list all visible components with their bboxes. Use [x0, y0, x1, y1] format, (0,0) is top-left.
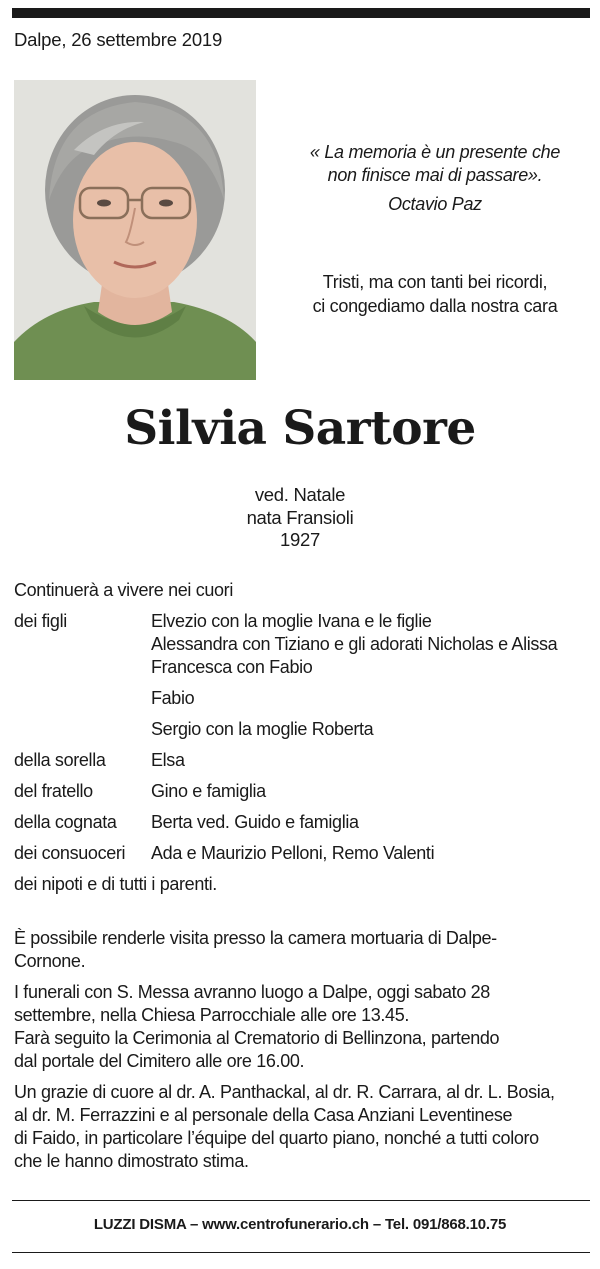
mourners-list: [14, 579, 594, 896]
quote-line: « La memoria è un presente che: [309, 142, 561, 162]
funeral-notice: [14, 927, 589, 1181]
notice-line: Farà seguito la Cerimonia al Crematorio di Bellinzona, partendo: [14, 1028, 500, 1048]
mourner-row: [14, 749, 594, 772]
notice-line: Cornone.: [14, 951, 86, 971]
footer-bottom-rule: [12, 1252, 590, 1253]
obituary-date: Dalpe, 26 settembre 2019: [14, 29, 223, 50]
mourner-name: Gino e famiglia: [151, 781, 266, 801]
notice-line: I funerali con S. Messa avranno luogo a Dalpe, oggi sabato 28: [14, 982, 490, 1002]
mourners-lead: Continuerà a vivere nei cuori: [14, 580, 233, 600]
funeral-home-footer: LUZZI DISMA – www.centrofunerario.ch – Tel. 091/868.10.75: [93, 1216, 507, 1233]
epigraph-quote: [270, 141, 600, 216]
mourner-row: [14, 842, 594, 865]
notice-line: al dr. M. Ferrazzini e al personale della Casa Anziani Leventinese: [14, 1105, 513, 1125]
relation-label: dei figli: [14, 611, 67, 631]
widow-of: ved. Natale: [254, 484, 346, 505]
relation-names: [151, 842, 594, 865]
quote-author: Octavio Paz: [388, 194, 482, 214]
mourner-name: Fabio: [151, 688, 195, 708]
relation-names: [151, 780, 594, 803]
notice-line: dal portale del Cimitero alle ore 16.00.: [14, 1051, 305, 1071]
relation-label: della sorella: [14, 750, 106, 770]
mourner-name: Alessandra con Tiziano e gli adorati Nicholas e Alissa: [151, 634, 558, 654]
funeral-paragraph: [14, 981, 589, 1073]
top-rule: [12, 8, 590, 18]
mourner-row: [14, 780, 594, 803]
intro-line: ci congediamo dalla nostra cara: [312, 296, 558, 316]
mourner-name: Sergio con la moglie Roberta: [151, 719, 374, 739]
notice-line: settembre, nella Chiesa Parrocchiale alle ore 13.45.: [14, 1005, 410, 1025]
quote-line: non finisce mai di passare».: [327, 165, 543, 185]
relation-names: [151, 610, 594, 741]
birth-year: 1927: [280, 529, 320, 550]
relation-names: [151, 811, 594, 834]
portrait-photo-icon: [14, 80, 256, 380]
mourner-name: Ada e Maurizio Pelloni, Remo Valenti: [151, 843, 435, 863]
mourner-name: Elsa: [151, 750, 185, 770]
maiden-name: nata Fransioli: [246, 506, 354, 528]
intro-line: Tristi, ma con tanti bei ricordi,: [322, 272, 548, 292]
relation-names: [151, 749, 594, 772]
footer-top-rule: [12, 1200, 590, 1201]
deceased-details: [0, 484, 600, 552]
mourner-row: [14, 811, 594, 834]
mourner-name: Berta ved. Guido e famiglia: [151, 812, 359, 832]
visit-paragraph: [14, 927, 589, 973]
portrait-photo: [14, 80, 256, 380]
mourner-name: Francesca con Fabio: [151, 657, 313, 677]
notice-line: È possibile renderle visita presso la camera mortuaria di Dalpe-: [14, 928, 497, 948]
mourner-row: [14, 610, 594, 741]
notice-line: di Faido, in particolare l’équipe del quarto piano, nonché a tutti coloro: [14, 1128, 539, 1148]
mourner-name: Elvezio con la moglie Ivana e le figlie: [151, 611, 432, 631]
notice-line: che le hanno dimostrato stima.: [14, 1151, 249, 1171]
intro-text: [270, 270, 600, 318]
relation-label: dei consuoceri: [14, 843, 126, 863]
deceased-name: Silvia Sartore: [124, 401, 476, 456]
mourners-closing: dei nipoti e di tutti i parenti.: [14, 874, 217, 894]
relation-label: della cognata: [14, 812, 117, 832]
thanks-paragraph: [14, 1081, 589, 1173]
relation-label: del fratello: [14, 781, 93, 801]
notice-line: Un grazie di cuore al dr. A. Panthackal, al dr. R. Carrara, al dr. L. Bosia,: [14, 1082, 555, 1102]
